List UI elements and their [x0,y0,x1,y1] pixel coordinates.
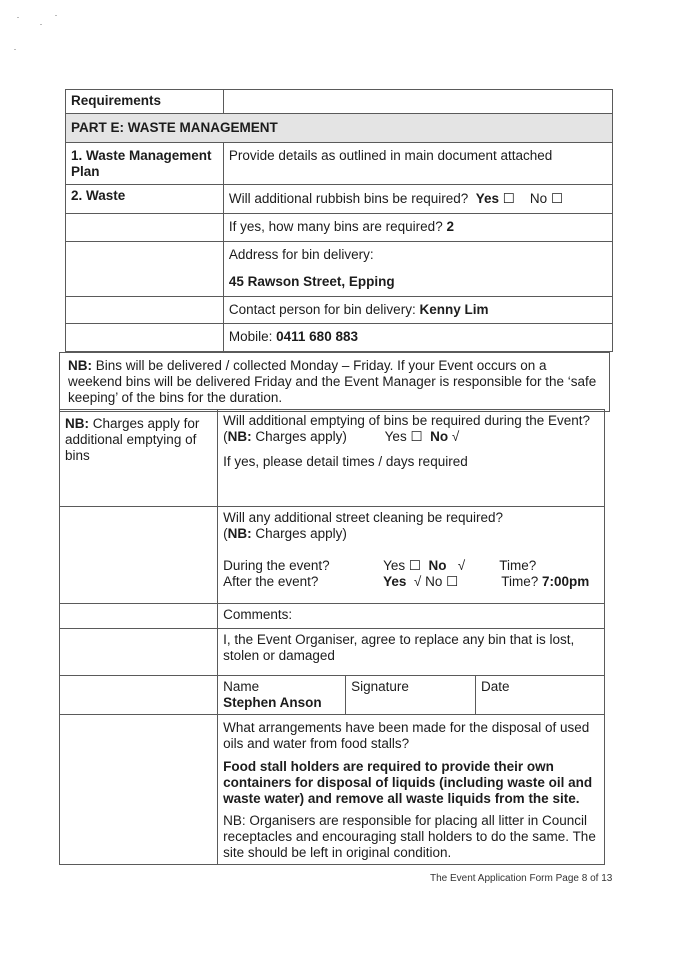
requirements-blank [223,90,612,114]
date-cell[interactable]: Date [476,676,605,715]
cleaning-question: Will any additional street cleaning be required? (NB: Charges apply) During the event? Yes ☐ No √ Time? After the event? Yes √ No ☐ Time? 7:00pm [218,507,605,604]
bins-count: If yes, how many bins are required? 2 [223,214,612,242]
blank-cell [60,676,218,715]
blank-cell [66,214,224,242]
bin-mobile: Mobile: 0411 680 883 [223,324,612,352]
oils-disposal: What arrangements have been made for the disposal of used oils and water from food stalls? Food stall holders are required to provide their own containers for disposal of liquids (including waste oil and waste water) and remove all waste liquids from the site. NB: Organisers are responsible for placing all litter in Council receptacles and encouraging stall holders to do the same. The site should be left in original condition. [218,715,605,865]
comments-label: Comments: [218,604,605,629]
page-footer: The Event Application Form Page 8 of 13 [430,873,613,884]
during-no-check[interactable]: √ [457,558,466,573]
emptying-yes-checkbox[interactable]: ☐ [410,429,423,444]
agreement-text: I, the Event Organiser, agree to replace any bin that is lost, stolen or damaged [218,629,605,676]
scan-speck [40,24,42,25]
name-cell: Name Stephen Anson [218,676,346,715]
no-checkbox[interactable]: ☐ [550,191,564,206]
nb-table [59,352,610,412]
emptying-no-check[interactable]: √ [451,429,460,444]
nb-delivery-note: NB: Bins will be delivered / collected Monday – Friday. If your Event occurs on a weekend bins will be delivered Friday and the Event Manager is responsible for the ‘safe keeping’ of the bins for the duration. [60,353,610,412]
waste-label: 2. Waste [66,185,224,214]
after-yes-check[interactable]: √ [413,574,422,589]
scan-speck [55,15,57,16]
blank-cell [60,604,218,629]
scan-speck [17,17,19,18]
blank-cell [60,629,218,676]
emptying-question: Will additional emptying of bins be required during the Event? (NB: Charges apply) Yes ☐ No √ If yes, please detail times / days required [218,410,605,507]
blank-cell [60,507,218,604]
part-e-heading: PART E: WASTE MANAGEMENT [66,114,613,143]
signature-cell[interactable]: Signature [346,676,476,715]
during-yes-checkbox[interactable]: ☐ [408,558,421,573]
bins-question: Will additional rubbish bins be required? Yes ☐ No ☐ [223,185,612,214]
emptying-label: NB: Charges apply for additional emptying of bins [60,410,218,507]
blank-cell [60,715,218,865]
blank-cell [66,297,224,324]
waste-plan-label: 1. Waste Management Plan [66,143,224,185]
requirements-header: Requirements [66,90,224,114]
after-no-checkbox[interactable]: ☐ [446,574,459,589]
bin-address: Address for bin delivery: 45 Rawson Street, Epping [223,242,612,297]
yes-checkbox[interactable]: ☐ [502,191,515,206]
blank-cell [66,242,224,297]
lower-table [59,409,605,865]
requirements-table [65,89,613,352]
scan-speck [14,49,16,50]
bin-contact: Contact person for bin delivery: Kenny Lim [223,297,612,324]
waste-plan-text: Provide details as outlined in main document attached [223,143,612,185]
blank-cell [66,324,224,352]
